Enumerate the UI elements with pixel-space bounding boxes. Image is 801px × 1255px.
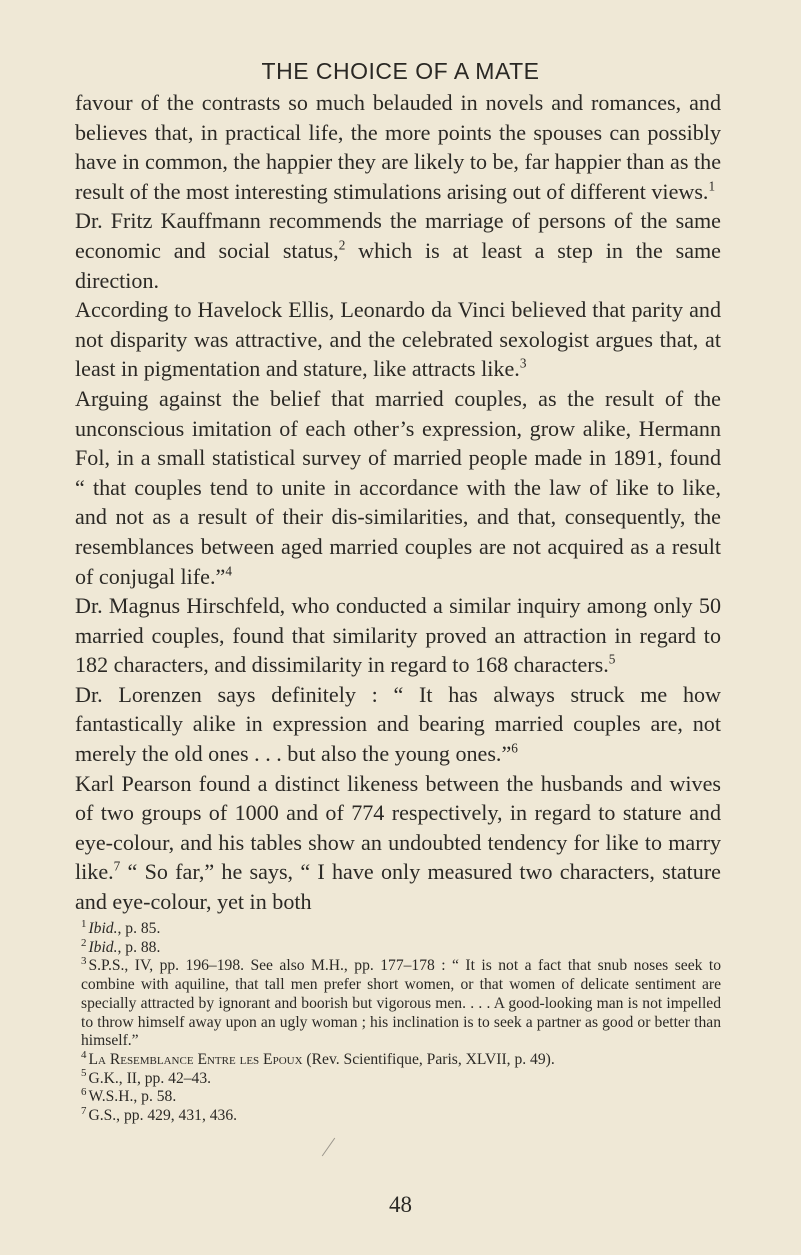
- footnote-3: $^3$ S.P.S., IV, pp. 196–198. See also M.H., pp. 177–178 : “ It is not a fact that snub noses seek to combine with aquiline, that tall men prefer short women, or that women of delicate sentiment are specially attracted by ignorant and boorish but vigorous men. . . . A good-looking man is not impelled to throw himself away upon an ugly woman ; his inclination is to seek a partner as good or better than himself.”: [81, 955, 721, 1050]
- footnote-ref-5[interactable]: 5: [608, 651, 616, 667]
- paragraph-4: Arguing against the belief that married couples, as the result of the unconscious imitation of each other’s expression, grow alike, Hermann Fol, in a small statistical survey of married people made in 1891, found “ that couples tend to unite in accordance with the law of like to like, and not as a result of their dis-similarities, and that, consequently, the resemblances between aged married couples are not acquired as a result of conjugal life.”$^4$: [75, 385, 721, 589]
- running-head: THE CHOICE OF A MATE: [261, 58, 540, 84]
- pencil-mark: [322, 1138, 335, 1157]
- footnote-5: $^5$ G.K., II, pp. 42–43.: [81, 1067, 212, 1087]
- paragraph-6: Dr. Lorenzen says definitely : “ It has always struck me how fantastically alike in expression and bearing married couples are, not merely the old ones . . . but also the young ones.”$^6$: [75, 681, 721, 767]
- footnote-ref-4[interactable]: 4: [225, 563, 232, 579]
- footnote-ref-1[interactable]: 1: [708, 178, 716, 194]
- paragraph-2: Dr. Fritz Kauffmann recommends the marriage of persons of the same economic and social status,$^2$ which is at least a step in the same direction.: [75, 208, 721, 293]
- footnote-ref-7[interactable]: 7: [113, 859, 121, 875]
- footnote-ref-6[interactable]: 6: [511, 740, 518, 756]
- page-number: 48: [389, 1192, 412, 1217]
- footnote-4: $^4$ La Resemblance Entre les Epoux (Rev. Scientifique, Paris, XLVII, p. 49).: [81, 1048, 555, 1068]
- footnote-2: $^2$ Ibid., p. 88.: [81, 936, 161, 956]
- body-text: [75, 88, 721, 917]
- paragraph-5: Dr. Magnus Hirschfeld, who conducted a similar inquiry among only 50 married couples, found that similarity proved an attraction in regard to 182 characters, and dissimilarity in regard to 168 characters.$^5$: [75, 593, 721, 678]
- footnote-ref-3[interactable]: 3: [519, 355, 527, 371]
- footnote-ref-2[interactable]: 2: [338, 237, 346, 253]
- footnote-7: $^7$ G.S., pp. 429, 431, 436.: [81, 1104, 238, 1125]
- paragraph-3: According to Havelock Ellis, Leonardo da Vinci believed that parity and not disparity was attractive, and the celebrated sexologist argues that, at least in pigmentation and stature, like attracts like.$^3$: [75, 297, 721, 382]
- footnotes: [75, 917, 721, 1126]
- footnote-1: $^1$ Ibid., p. 85.: [81, 917, 161, 937]
- paragraph-7: Karl Pearson found a distinct likeness between the husbands and wives of two groups of 1000 and of 774 respectively, in regard to stature and eye-colour, and his tables show an undoubted tendency for like to marry like.$^7$ “ So far,” he says, “ I have only measured two characters, stature and eye-colour, yet in both: [75, 770, 721, 915]
- footnote-6: $^6$ W.S.H., p. 58.: [81, 1086, 177, 1106]
- paragraph-1: favour of the contrasts so much belauded in novels and romances, and believes that, in practical life, the more points the spouses can possibly have in common, the happier they are likely to be, far happier than as the result of the most interesting stimulations arising out of different views.$^1$: [75, 90, 721, 204]
